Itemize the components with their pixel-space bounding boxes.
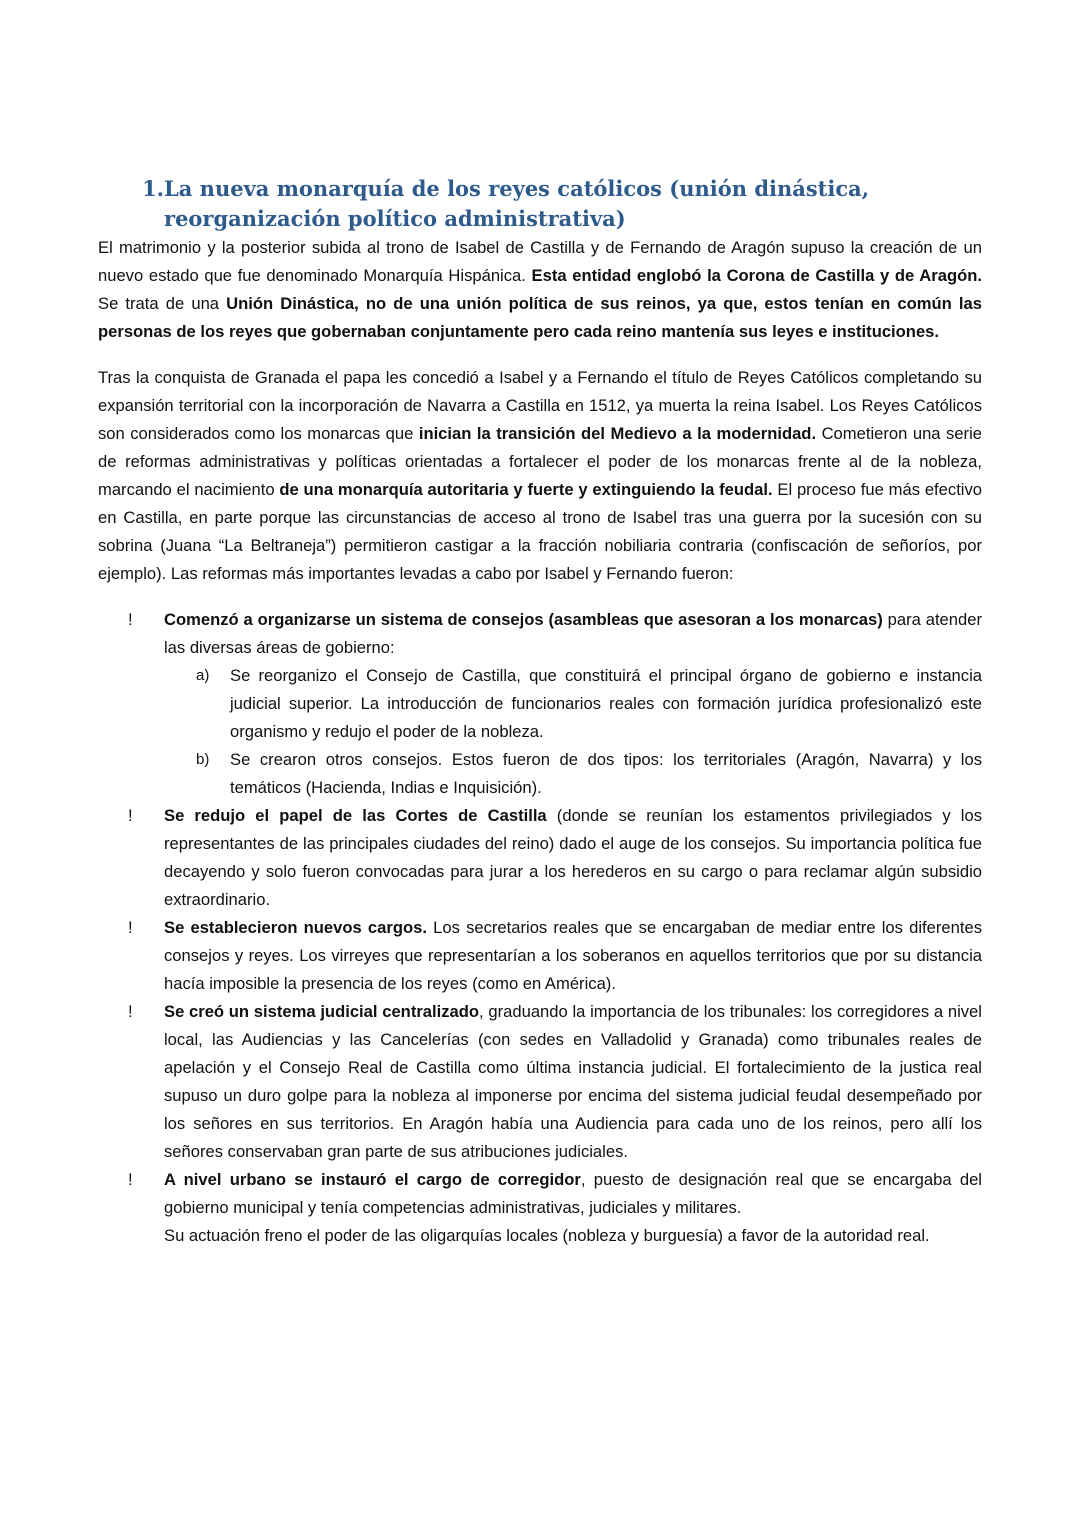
list-item-extra: Su actuación freno el poder de las oligarquías locales (nobleza y burguesía) a favor de la autoridad real. [164, 1226, 930, 1245]
bullet-marker: ! [128, 610, 133, 629]
text-run: (donde se reunían los estamentos privilegiados y los representantes de las principales ciudades del reino) dado el auge de los consejos. Su importancia política fue decayendo y solo fueron convocadas para jurar a los herederos en su cargo o para reclamar algún subsidio extraordinario. [164, 806, 982, 909]
sub-item-text: Se reorganizo el Consejo de Castilla, que constituirá el principal órgano de gobierno e instancia judicial superior. La introducción de funcionarios reales con formación jurídica profesionalizó este organismo y redujo el poder de la nobleza. [230, 666, 982, 741]
reforms-list [98, 606, 982, 1250]
bold-run: inician la transición del Medievo a la modernidad. [418, 424, 817, 443]
document-body [98, 174, 982, 1250]
bold-run: Unión Dinástica, no de una unión política de sus reinos, ya que, estos tenían en común las personas de los reyes que gobernaban conjuntamente pero cada reino mantenía sus leyes e instituciones. [98, 294, 982, 341]
list-item-body [164, 802, 982, 914]
bold-run: de una monarquía autoritaria y fuerte y extinguiendo la feudal. [279, 480, 773, 499]
list-item-body [164, 914, 982, 998]
heading-text: La nueva monarquía de los reyes católicos (unión dinástica, reorganización político administrativa) [164, 176, 870, 231]
text-run: para atender las diversas áreas de gobierno: [164, 610, 982, 657]
text-run: Cometieron una serie de reformas administrativas y políticas orientadas a fortalecer el poder de los monarcas frente al de la nobleza, marcando el nacimiento [98, 424, 982, 499]
bold-run: Comenzó a organizarse un sistema de consejos (asambleas que asesoran a los monarcas) [164, 610, 883, 629]
bold-run: Esta entidad englobó la Corona de Castilla y de Aragón. [531, 266, 982, 285]
text-run: , graduando la importancia de los tribunales: los corregidores a nivel local, las Audiencias y las Cancelerías (con sedes en Valladolid y Granada) como tribunales reales de apelación y el Consejo Real de Castilla como última instancia judicial. El fortalecimiento de la justica real supuso un duro golpe para la nobleza al imponerse por encima del sistema judicial feudal desempeñado por los señores en sus territorios. En Aragón había una Audiencia para cada uno de los reinos, pero allí los señores conservaban gran parte de sus atribuciones judiciales. [164, 1002, 982, 1161]
list-item [98, 1166, 982, 1250]
text-run: Los secretarios reales que se encargaban de mediar entre los diferentes consejos y reyes. Los virreyes que representarían a los soberanos en aquellos territorios que por su distancia hacía imposible la presencia de los reyes (como en América). [164, 918, 983, 993]
list-item-body [164, 1166, 982, 1250]
bullet-marker: ! [128, 918, 133, 937]
list-item [98, 914, 982, 998]
text-run: El matrimonio y la posterior subida al trono de Isabel de Castilla y de Fernando de Aragón supuso la creación de un nuevo estado que fue denominado Monarquía Hispánica. [98, 238, 982, 285]
section-heading [98, 174, 982, 234]
bullet-marker: ! [128, 1170, 133, 1189]
bold-run: Se creó un sistema judicial centralizado [164, 1002, 480, 1021]
paragraph-union-dinastica [98, 234, 982, 346]
list-item-body [164, 606, 982, 802]
sub-item-text: Se crearon otros consejos. Estos fueron de dos tipos: los territoriales (Aragón, Navarra) y los temáticos (Hacienda, Indias e Inquisición). [230, 750, 982, 797]
list-item [98, 606, 982, 802]
text-run: Tras la conquista de Granada el papa les concedió a Isabel y a Fernando el título de Reyes Católicos completando su expansión territorial con la incorporación de Navarra a Castilla en 1512, ya muerta la reina Isabel. Los Reyes Católicos son considerados como los monarcas que [98, 368, 982, 443]
sub-marker: b) [196, 751, 210, 768]
list-item-body [164, 998, 982, 1166]
text-run: Se trata de una [98, 294, 227, 313]
text-run: El proceso fue más efectivo en Castilla, en parte porque las circunstancias de acceso al trono de Isabel tras una guerra por la sucesión con su sobrina (Juana “La Beltraneja”) permitieron castigar a la fracción nobiliaria contraria (confiscación de señoríos, por ejemplo). Las reformas más importantes levadas a cabo por Isabel y Fernando fueron: [98, 480, 983, 583]
bullet-marker: ! [128, 806, 133, 825]
bold-run: Se redujo el papel de las Cortes de Castilla [164, 806, 547, 825]
bold-run: Se establecieron nuevos cargos. [164, 918, 427, 937]
bold-run: A nivel urbano se instauró el cargo de corregidor [164, 1170, 581, 1189]
sub-list [164, 662, 982, 802]
list-item [98, 802, 982, 914]
sub-list-item [164, 746, 982, 802]
sub-list-item [164, 662, 982, 746]
text-run: , puesto de designación real que se encargaba del gobierno municipal y tenía competencias administrativas, judiciales y militares. [164, 1170, 982, 1217]
list-item [98, 998, 982, 1166]
heading-number: 1. [142, 176, 164, 201]
paragraph-reyes-catolicos [98, 364, 982, 588]
bullet-marker: ! [128, 1002, 133, 1021]
sub-marker: a) [196, 667, 210, 684]
